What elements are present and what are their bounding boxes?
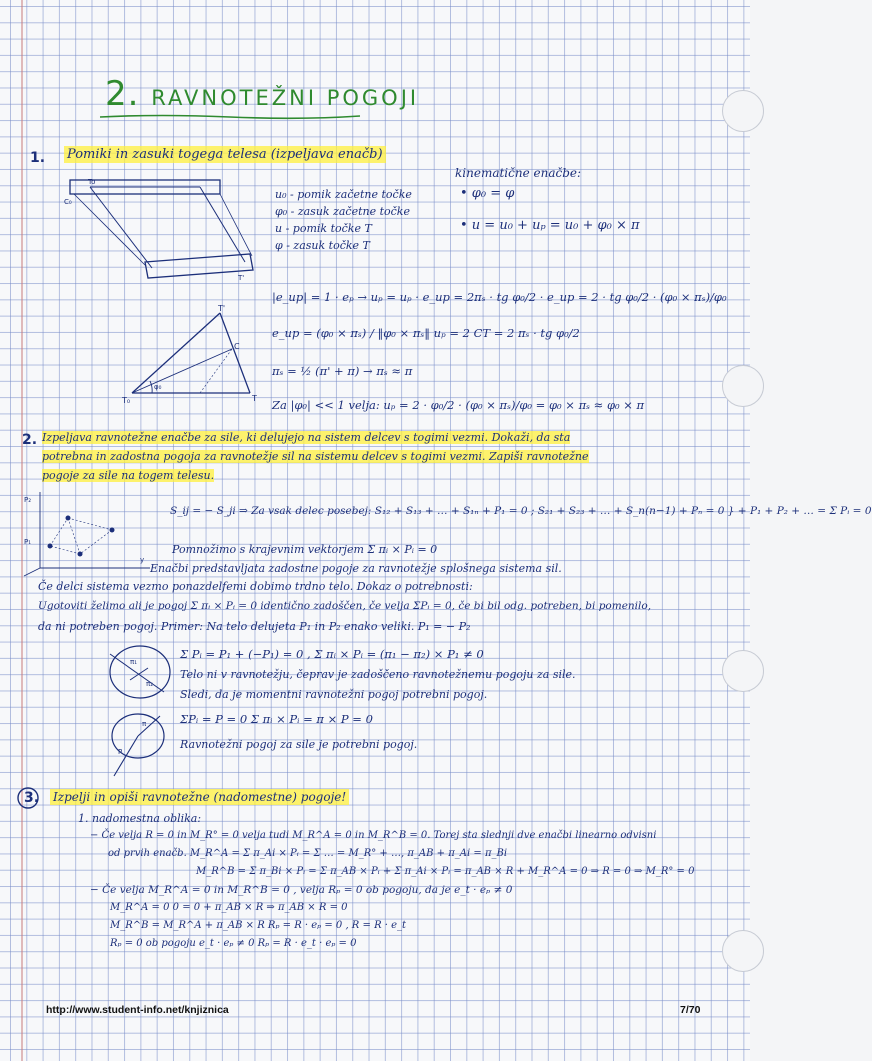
section2-line: Enačbi predstavljata zadostne pogoje za ravnotežje splošnega sistema sil. (150, 562, 562, 575)
single-force-diagram (100, 706, 170, 786)
kinematic-eq2: • u = u₀ + uₚ = u₀ + φ₀ × π (460, 218, 640, 233)
title-number: 2. (105, 74, 140, 114)
legend-item: u₀ - pomik začetne točke (275, 188, 412, 201)
section1-heading: Pomiki in zasuki togega telesa (izpeljava enačb) (64, 146, 386, 163)
section3-line: Rₚ = 0 ob pogoju e_t · eₚ ≠ 0 Rₚ = R · e_t · eₚ = 0 (110, 938, 357, 949)
equation-a: |e_up| = 1 · eₚ → uₚ = uₚ · e_up = 2πₛ · tg φ₀/2 · e_up = 2 · tg φ₀/2 · (φ₀ × πₛ)/φ₀ (272, 290, 727, 304)
svg-text:T': T' (218, 304, 226, 313)
svg-text:y: y (140, 556, 145, 564)
svg-text:P₂: P₂ (24, 496, 32, 504)
svg-text:P: P (118, 748, 123, 756)
svg-text:T': T' (238, 274, 245, 282)
kinematic-eq1: • φ₀ = φ (460, 186, 515, 201)
svg-text:T: T (252, 394, 257, 403)
svg-text:P₁: P₁ (24, 538, 32, 546)
section2-heading (42, 428, 589, 485)
svg-text:π: π (142, 720, 147, 728)
svg-text:C: C (234, 342, 240, 351)
particle-system-diagram (20, 488, 160, 578)
equation-d: Za |φ₀| << 1 velja: uₚ = 2 · φ₀/2 · (φ₀ × πₛ)/φ₀ = φ₀ × πₛ ≈ φ₀ × π (272, 398, 645, 412)
svg-text:C₀: C₀ (64, 198, 72, 206)
legend-item: φ - zasuk točke T (275, 239, 370, 252)
section2-line: Ravnotežni pogoj za sile je potrebni pogoj. (180, 738, 418, 751)
svg-text:T₀: T₀ (122, 396, 131, 405)
section3-heading: Izpelji in opiši ravnotežne (nadomestne) pogoje! (50, 789, 349, 805)
svg-text:π₂: π₂ (146, 680, 154, 688)
section2-line: Pomnožimo s krajevnim vektorjem Σ πᵢ × Pᵢ = 0 (172, 543, 438, 556)
equation-b: e_up = (φ₀ × πₛ) / ‖φ₀ × πₛ‖ uₚ = 2 CT = 2 πₛ · tg φ₀/2 (272, 326, 580, 340)
section3-line: od prvih enačb. M_R^A = Σ π_Ai × Pᵢ = Σ … = M_R° + …, π_AB + π_Ai = π_Bi (108, 848, 508, 859)
force-couple-diagram (100, 640, 180, 710)
section2-line: da ni potreben pogoj. Primer: Na telo delujeta P₁ in P₂ enako veliki. P₁ = − P₂ (38, 620, 471, 633)
section2-line: ΣPᵢ = P = 0 Σ πᵢ × Pᵢ = π × P = 0 (180, 712, 373, 726)
page-number: 7/70 (680, 1004, 701, 1016)
section2-line: Če delci sistema vezmo ponazdelfemi dobimo trdno telo. Dokaz o potrebnosti: (38, 580, 473, 593)
title-underline (100, 112, 360, 122)
equation-c: πₛ = ½ (π' + π) → πₛ ≈ π (272, 364, 413, 378)
section3-line: M_R^B = M_R^A + π_AB × R Rₚ = R · eₚ = 0 , R = R · e_t (110, 920, 407, 931)
section2-line: Ugotoviti želimo ali je pogoj Σ πᵢ × Pᵢ = 0 identično zadoščen, če velja ΣPᵢ = 0, če bi bil odg. potreben, bi pomenilo, (38, 600, 652, 612)
section2-heading-line: pogoje za sile na togem telesu. (42, 469, 215, 482)
section3-number: 3. (24, 790, 40, 806)
rotation-triangle-diagram (120, 305, 270, 405)
section3-line: M_R^B = Σ π_Bi × Pᵢ = Σ π_AB × Pᵢ + Σ π_Ai × Pᵢ = π_AB × R + M_R^A = 0 ⇒ R = 0 ⇒ M_R° = 0 (196, 866, 695, 877)
svg-text:φ₀: φ₀ (154, 383, 162, 391)
section2-number: 2. (22, 432, 38, 448)
section1-number: 1. (30, 150, 46, 166)
section3-line: 1. nadomestna oblika: (78, 812, 202, 825)
section3-line: M_R^A = 0 0 = 0 + π_AB × R ⇒ π_AB × R = 0 (110, 902, 348, 913)
kinematic-title: kinematične enačbe: (455, 166, 582, 180)
section2-line: S_ij = − S_ji ⇒ Za vsak delec posebej: S₁₂ + S₁₃ + … + S₁ₙ + P₁ = 0 ; S₂₁ + S₂₃ + … + S_n(n−1) + Pₙ = 0 } + P₁ + P₂ + … = Σ Pᵢ = 0 (170, 505, 872, 517)
section2-line: Σ Pᵢ = P₁ + (−P₁) = 0 , Σ πᵢ × Pᵢ = (π₁ − π₂) × P₁ ≠ 0 (180, 647, 484, 661)
page-title (105, 74, 419, 114)
title-text: RAVNOTEŽNI POGOJI (151, 86, 420, 110)
rigid-body-diagram (60, 172, 260, 292)
legend-list (275, 186, 412, 254)
section2-heading-line: Izpeljava ravnotežne enačbe za sile, ki delujejo na sistem delcev s togimi vezmi. Dokaži, da sta (42, 431, 571, 444)
footer-url[interactable]: http://www.student-info.net/knjiznica (46, 1004, 229, 1016)
section2-heading-line: potrebna in zadostna pogoja za ravnotežje sil na sistemu delcev s togimi vezmi. Zapiši ravnotežne (42, 450, 589, 463)
section2-line: Sledi, da je momentni ravnotežni pogoj potrebni pogoj. (180, 688, 488, 701)
legend-item: u - pomik točke T (275, 222, 372, 235)
svg-text:π₁: π₁ (130, 658, 138, 666)
section3-line: − Če velja M_R^A = 0 in M_R^B = 0 , velja Rₚ = 0 ob pogoju, da je e_t · eₚ ≠ 0 (90, 884, 513, 896)
section3-line: − Če velja R = 0 in M_R° = 0 velja tudi M_R^A = 0 in M_R^B = 0. Torej sta slednji dve enačbi linearno odvisni (90, 830, 657, 841)
section2-line: Telo ni v ravnotežju, čeprav je zadoščeno ravnotežnemu pogoju za sile. (180, 668, 576, 681)
legend-item: φ₀ - zasuk začetne točke (275, 205, 410, 218)
svg-text:To: To (88, 178, 96, 186)
